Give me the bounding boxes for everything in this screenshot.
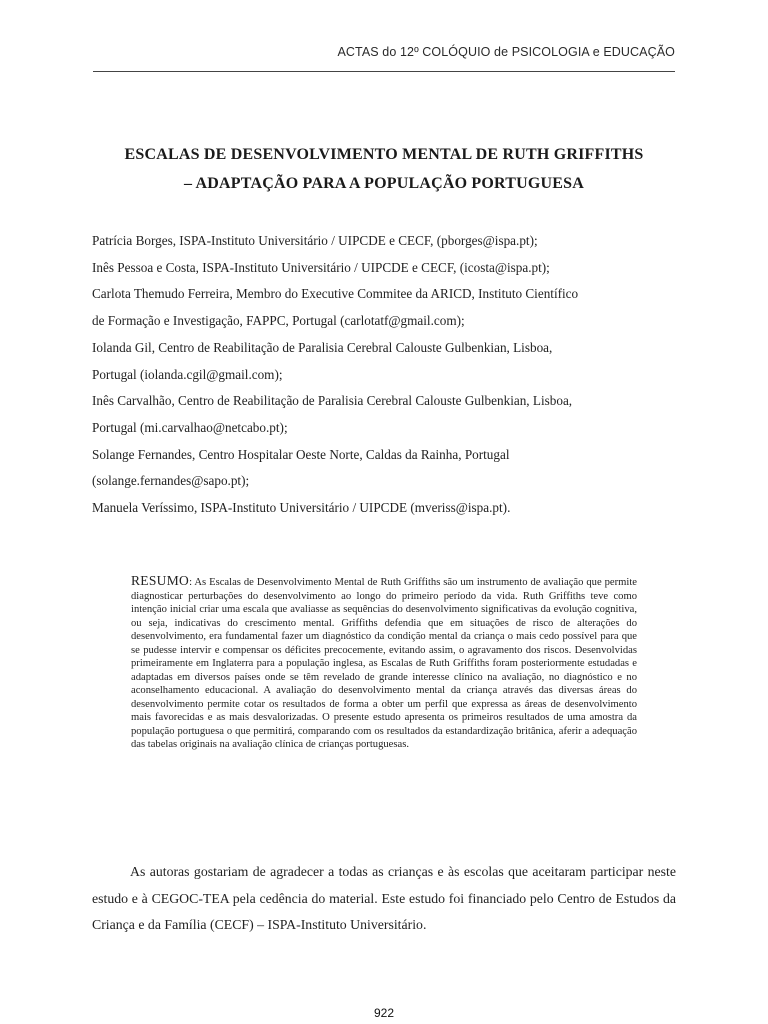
- page-number: 922: [373, 1006, 395, 1020]
- author-list: [92, 228, 676, 522]
- author-line: Portugal (iolanda.cgil@gmail.com);: [92, 366, 283, 382]
- author-line: Patrícia Borges, ISPA-Instituto Universitário / UIPCDE e CECF, (pborges@ispa.pt);: [92, 233, 538, 248]
- author-line: Inês Carvalhão, Centro de Reabilitação de Paralisia Cerebral Calouste Gulbenkian, Lisboa,: [92, 393, 573, 409]
- title-line-2: – ADAPTAÇÃO PARA A POPULAÇÃO PORTUGUESA: [184, 175, 584, 192]
- author-line: Portugal (mi.carvalhao@netcabo.pt);: [92, 419, 288, 435]
- author-line: Inês Pessoa e Costa, ISPA-Instituto Universitário / UIPCDE e CECF, (icosta@ispa.pt);: [92, 259, 550, 275]
- article-title: [80, 140, 688, 198]
- author-line: Manuela Veríssimo, ISPA-Instituto Universitário / UIPCDE (mveriss@ispa.pt).: [92, 500, 511, 516]
- author-line: Solange Fernandes, Centro Hospitalar Oeste Norte, Caldas da Rainha, Portugal: [92, 446, 510, 462]
- abstract: [131, 574, 637, 752]
- title-line-1: ESCALAS DE DESENVOLVIMENTO MENTAL DE RUTH GRIFFITHS: [124, 146, 644, 163]
- author-line: de Formação e Investigação, FAPPC, Portugal (carlotatf@gmail.com);: [92, 313, 465, 329]
- abstract-text: : As Escalas de Desenvolvimento Mental de Ruth Griffiths são um instrumento de avaliação que permite diagnosticar perturbações do desenvolvimento ao longo do primeiro período da vida. Ruth Griffiths teve como intenção inicial criar uma escala que avaliasse as sequências do desenvolvimento significativas da evolução cognitiva, ou seja, indicativas do crescimento mental. Griffiths defendia que em situações de risco de alterações do desenvolvimento, era fundamental fazer um diagnóstico da condição mental da criança o mais cedo possível para que se pudesse intervir e compensar os déficites precocemente, evitando assim, o agravamento dos riscos. Desenvolvidas primeiramente em Inglaterra para a população inglesa, as Escalas de Ruth Griffiths foram posteriormente estudadas e adaptadas em diversos países onde se têm revelado de grande interesse clínico na avaliação, no diagnóstico e no aconselhamento educacional. A avaliação do desenvolvimento mental da criança através das diversas áreas do desenvolvimento permite cotar os resultados de forma a obter um perfil que expressa as áreas de desenvolvimento mais favorecidas e as mais desvalorizadas. O presente estudo apresenta os primeiros resultados de uma amostra da população portuguesa o que permitirá, comparando com os resultados da estandardização britânica, aferir a adequação das tabelas originais na avaliação clínica de crianças portuguesas.: [131, 577, 637, 750]
- abstract-label: RESUMO: [131, 573, 190, 588]
- author-line: (solange.fernandes@sapo.pt);: [92, 473, 250, 489]
- running-header: ACTAS do 12º COLÓQUIO de PSICOLOGIA e EDUCAÇÃO: [337, 45, 675, 59]
- header-divider: [93, 71, 675, 72]
- author-line: Iolanda Gil, Centro de Reabilitação de Paralisia Cerebral Calouste Gulbenkian, Lisboa,: [92, 339, 553, 355]
- acknowledgement-paragraph: As autoras gostariam de agradecer a todas as crianças e às escolas que aceitaram participar neste estudo e à CEGOC-TEA pela cedência do material. Este estudo foi financiado pelo Centro de Estudos da Criança e da Família (CECF) – ISPA-Instituto Universitário.: [92, 864, 676, 932]
- author-line: Carlota Themudo Ferreira, Membro do Executive Commitee da ARICD, Instituto Científico: [92, 286, 579, 302]
